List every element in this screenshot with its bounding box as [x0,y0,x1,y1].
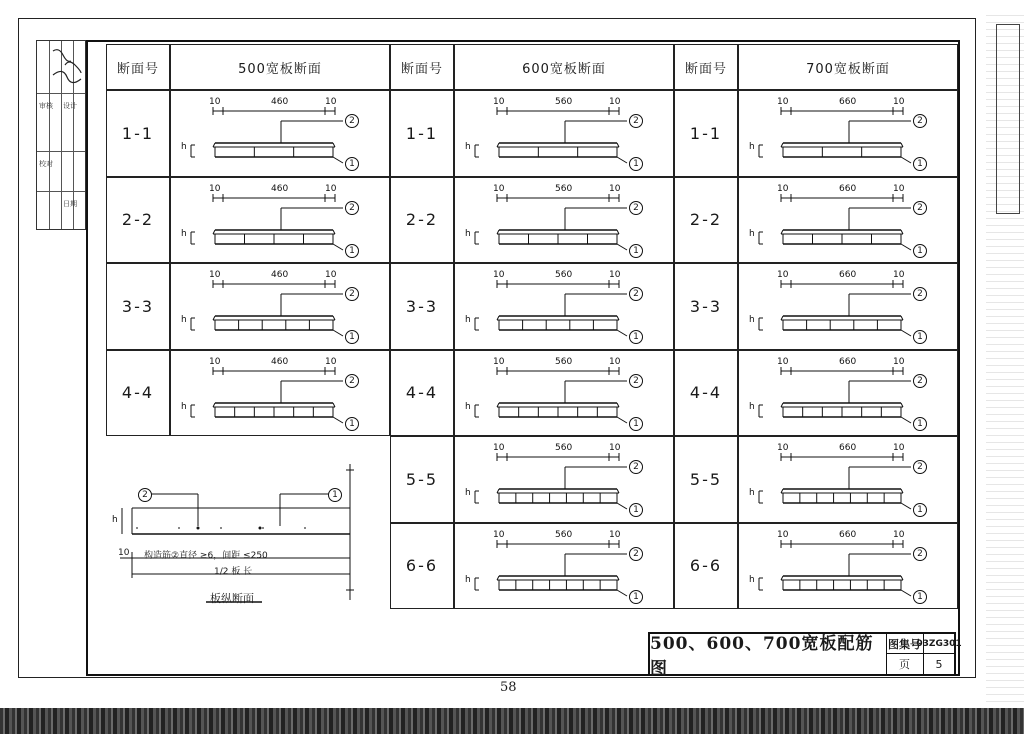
longitudinal-section [110,460,370,610]
height-label: h [749,142,755,152]
page-label: 页 [886,654,924,674]
dimension-text: 10 [325,97,337,107]
marker-1: 1 [345,157,359,171]
marker-1: 1 [345,244,359,258]
dimension-text: 460 [271,270,289,280]
stamp-label: 审核 [39,102,53,110]
marker-1: 1 [913,590,927,604]
dimension-text: 660 [839,529,857,540]
section-drawing-cell [454,523,674,610]
header-section-number: 断面号 [106,44,170,90]
section-label: 6-6 [390,523,454,610]
height-label: h [181,142,187,152]
adjacent-page-strip [996,24,1020,214]
dimension-text: 10 [609,183,621,194]
height-label: h [465,488,471,498]
height-label: h [112,515,118,525]
height-label: h [181,228,187,239]
drawing-title: 500、600、700宽板配筋图 [650,634,887,674]
section-drawing-cell [738,436,958,523]
atlas-label: 图集号 [886,634,924,654]
dimension-text: 660 [839,356,857,367]
marker-1: 1 [345,330,359,344]
section-label: 3-3 [390,263,454,350]
dimension-text: 10 [493,183,505,194]
section-label: 2-2 [674,177,738,264]
section-drawing-cell [454,263,674,350]
marker-2: 2 [345,287,359,301]
height-label: h [181,401,187,412]
height-label: h [749,228,755,239]
title-block [648,632,962,679]
dimension-text: 660 [839,443,857,453]
dimension-text: 10 [493,97,505,107]
section-drawing-cell [454,90,674,177]
marker-2: 2 [629,547,643,561]
handwritten-signature [49,45,85,89]
height-label: h [749,401,755,412]
dimension-text: 10 [325,270,337,280]
marker-2: 2 [345,201,359,215]
marker-2: 2 [913,374,927,388]
section-label: 5-5 [390,436,454,523]
section-label: 1-1 [674,90,738,177]
rebar-note: 构造筋②直径 ≥6，间距 ≤250 [144,551,268,561]
stamp-divider [37,151,85,152]
section-label: 3-3 [674,263,738,350]
section-label: 3-3 [106,263,170,350]
section-label: 4-4 [390,350,454,437]
dimension-text: 10 [493,270,505,280]
atlas-number: 03ZG301 [924,634,954,654]
dimension-text: 10 [893,529,905,540]
header-section-title: 700宽板断面 [738,44,958,90]
section-label: 1-1 [390,90,454,177]
marker-1: 1 [913,244,927,258]
marker-1: 1 [629,503,643,517]
dimension-text: 10 [493,529,505,540]
marker-1: 1 [913,417,927,431]
stamp-label: 日期 [63,200,77,208]
dimension-text: 10 [893,443,905,453]
marker-2: 2 [345,114,359,128]
dimension-text: 10 [493,356,505,367]
dimension-text: 10 [893,270,905,280]
marker-2: 2 [913,114,927,128]
dimension-text: 660 [839,97,857,107]
marker-2: 2 [629,201,643,215]
marker-1: 1 [345,417,359,431]
marker-1: 1 [913,503,927,517]
dimension-text: 10 [777,529,789,540]
stamp-divider [37,191,85,192]
section-drawing-cell [170,90,390,177]
dimension-text: 460 [271,183,289,194]
dimension-text: 10 [609,356,621,367]
section-drawing-cell [454,436,674,523]
section-label: 2-2 [106,177,170,264]
dimension-text: 10 [609,270,621,280]
header-section-title: 500宽板断面 [170,44,390,90]
marker-1: 1 [913,157,927,171]
marker-1: 1 [913,330,927,344]
sheet-number: 58 [500,680,517,695]
dimension-text: 10 [609,529,621,540]
signature-strip [36,40,86,230]
marker-1: 1 [629,590,643,604]
dimension-text: 10 [893,97,905,107]
marker-2: 2 [913,547,927,561]
height-label: h [749,574,755,585]
section-drawing-cell [738,263,958,350]
section-drawing-cell [738,177,958,264]
stamp-divider [37,93,85,94]
dimension-text: 10 [209,270,221,280]
dim-left: 10 [118,548,130,558]
dimension-text: 560 [555,183,573,194]
dimension-text: 560 [555,97,573,107]
marker-2: 2 [913,460,927,474]
marker-2: 2 [629,460,643,474]
section-drawing-cell [738,90,958,177]
dimension-text: 560 [555,443,573,453]
section-drawing-cell [170,177,390,264]
section-drawing-cell [738,350,958,437]
height-label: h [465,142,471,152]
marker-2: 2 [345,374,359,388]
header-section-number: 断面号 [390,44,454,90]
height-label: h [465,574,471,585]
dimension-text: 560 [555,270,573,280]
section-drawing-cell [454,350,674,437]
marker-1: 1 [629,417,643,431]
section-label: 5-5 [674,436,738,523]
dimension-text: 10 [209,356,221,367]
dimension-text: 10 [777,97,789,107]
header-section-number: 断面号 [674,44,738,90]
section-label: 2-2 [390,177,454,264]
marker-2: 2 [629,374,643,388]
dimension-text: 660 [839,183,857,194]
height-label: h [465,228,471,239]
dimension-text: 560 [555,356,573,367]
dimension-text: 460 [271,97,289,107]
dimension-text: 10 [209,97,221,107]
dimension-text: 460 [271,356,289,367]
height-label: h [465,401,471,412]
section-label: 4-4 [106,350,170,437]
header-section-title: 600宽板断面 [454,44,674,90]
dimension-text: 10 [609,443,621,453]
dimension-text: 10 [209,183,221,194]
dimension-text: 10 [609,97,621,107]
section-drawing-cell [170,350,390,437]
dimension-text: 10 [325,356,337,367]
stamp-label: 设计 [63,102,77,110]
stamp-label: 校对 [39,160,53,168]
dimension-text: 10 [493,443,505,453]
height-label: h [181,315,187,325]
marker-1: 1 [629,157,643,171]
dimension-text: 10 [777,183,789,194]
dimension-text: 10 [777,443,789,453]
marker-2: 2 [913,201,927,215]
height-label: h [465,315,471,325]
longitudinal-drawing [110,460,370,610]
marker-2: 2 [913,287,927,301]
section-label: 1-1 [106,90,170,177]
section-drawing-cell [738,523,958,610]
height-label: h [749,488,755,498]
section-drawing-cell [454,177,674,264]
marker-1: 1 [629,244,643,258]
marker-1: 1 [629,330,643,344]
longitudinal-title: 板纵断面 [210,592,254,605]
scan-bottom-band [0,708,1024,734]
dimension-text: 10 [893,183,905,194]
section-label: 6-6 [674,523,738,610]
dimension-text: 10 [893,356,905,367]
section-drawing-cell [170,263,390,350]
dimension-text: 560 [555,529,573,540]
height-label: h [749,315,755,325]
marker-2: 2 [629,287,643,301]
length-label: 1/2 板 长 [214,567,253,577]
marker-2: 2 [138,488,152,502]
marker-1: 1 [328,488,342,502]
marker-2: 2 [629,114,643,128]
dimension-text: 10 [325,183,337,194]
dimension-text: 10 [777,270,789,280]
page-value: 5 [935,657,943,671]
dimension-text: 660 [839,270,857,280]
section-label: 4-4 [674,350,738,437]
dimension-text: 10 [777,356,789,367]
